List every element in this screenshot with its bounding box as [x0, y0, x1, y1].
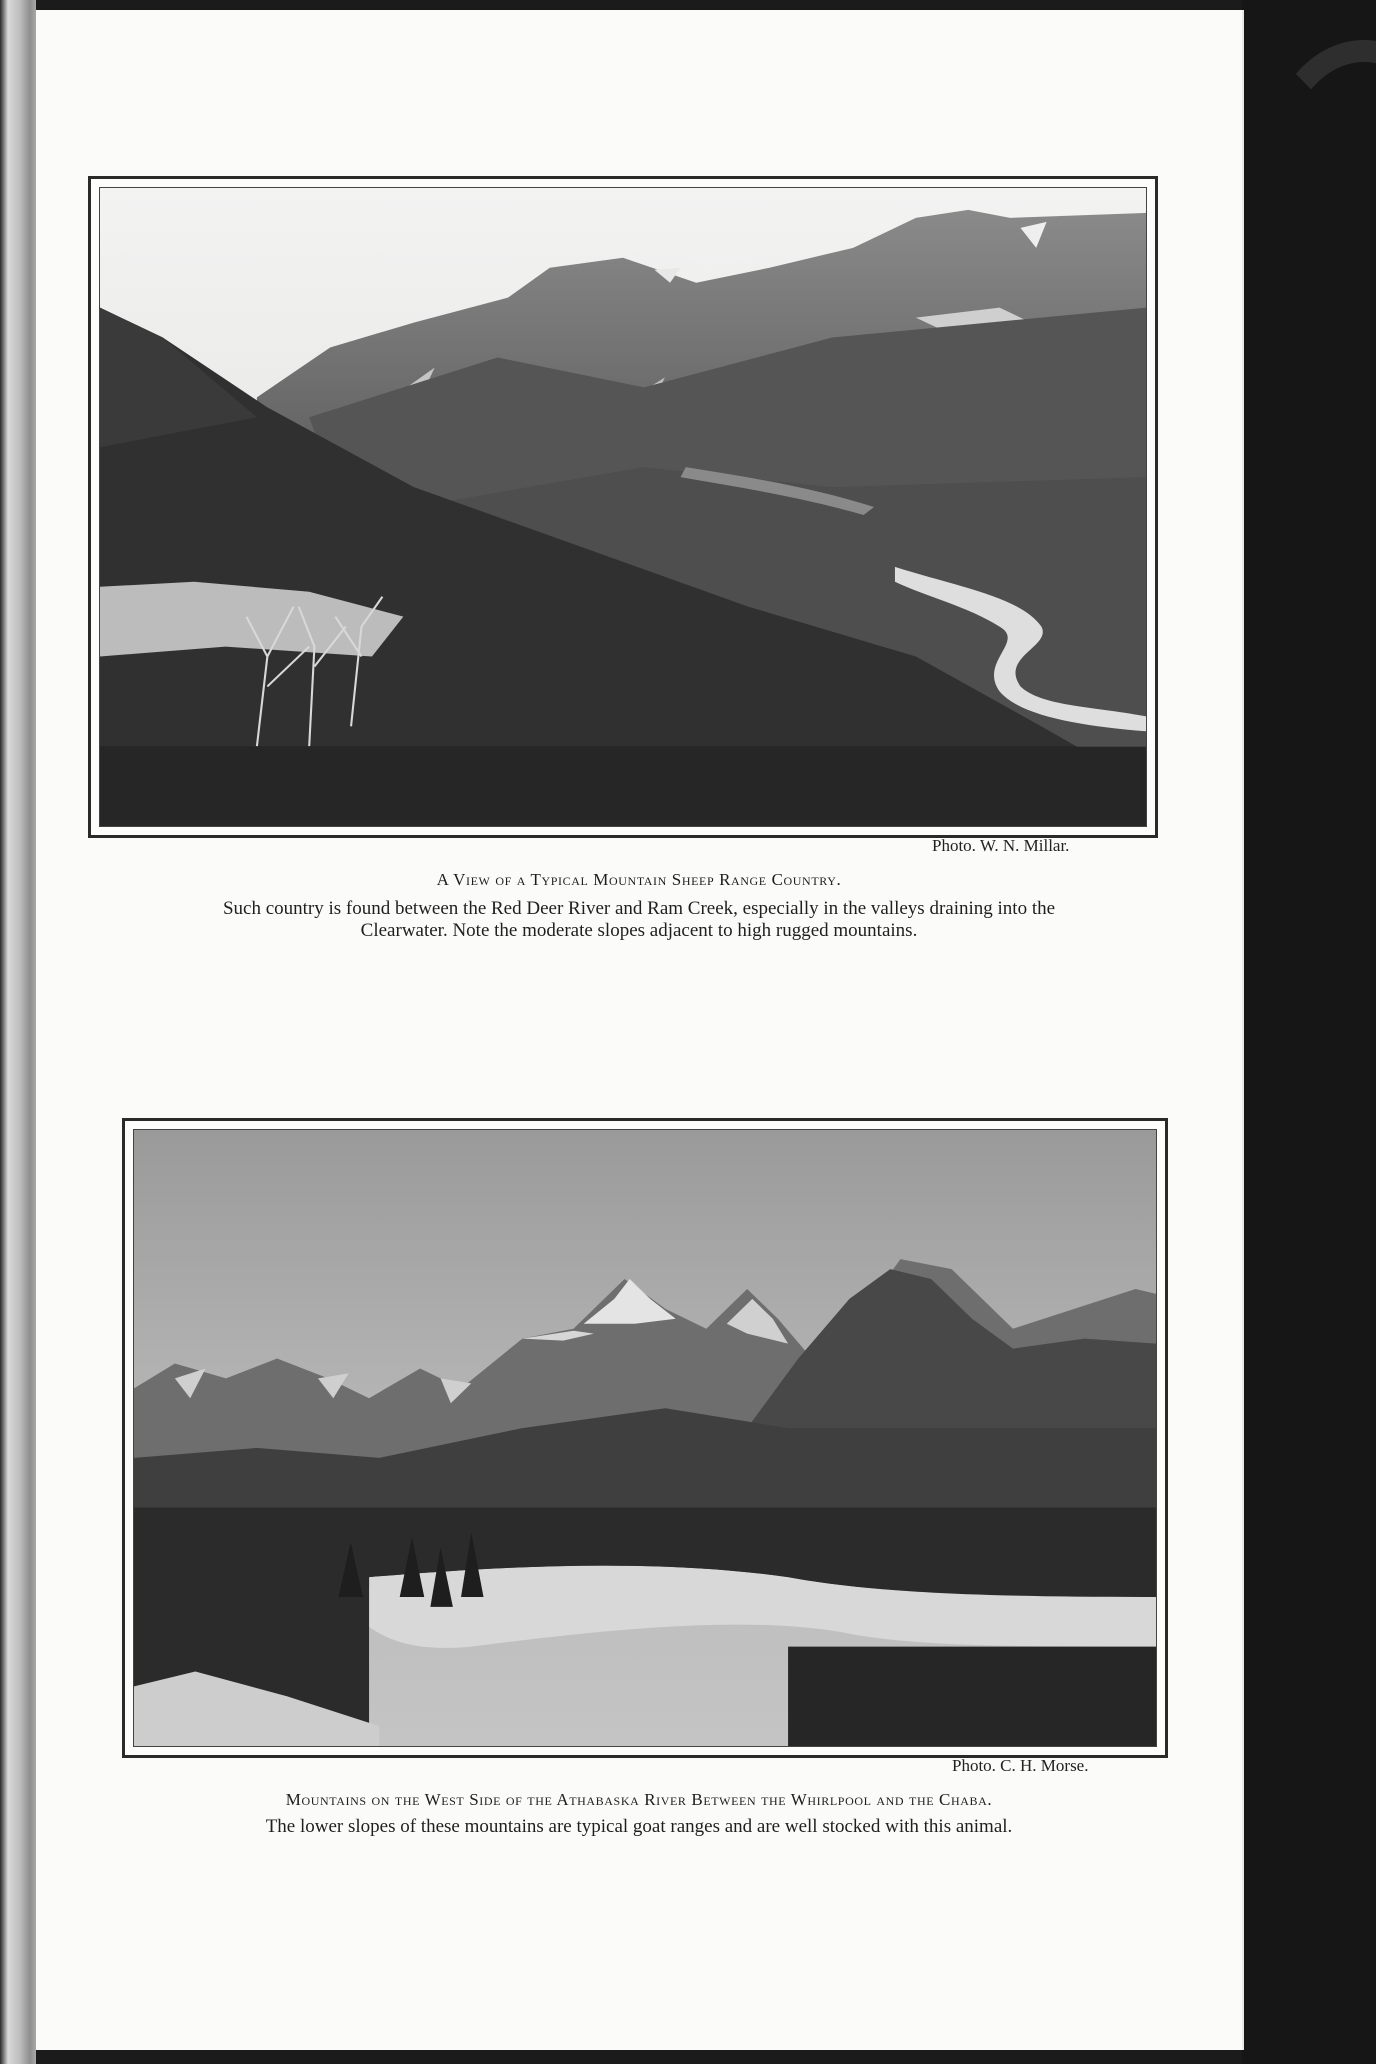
caption-1-line-1: Such country is found between the Red Deer River and Ram Creek, especially in the valleys draining into the — [222, 898, 1056, 919]
plate-caption-2 — [66, 1816, 1212, 1838]
athabaska-river-photo — [133, 1129, 1157, 1747]
caption-1-line-2: Clearwater. Note the moderate slopes adjacent to high rugged mountains. — [360, 920, 918, 941]
plate-title-2: Mountains on the West Side of the Athabaska River Between the Whirlpool and the Chaba. — [285, 1790, 993, 1809]
photo-plate-sheep-range — [88, 176, 1158, 838]
photo-plate-athabaska-mountains — [122, 1118, 1168, 1758]
caption-2-line-1: The lower slopes of these mountains are typical goat ranges and are well stocked with this animal. — [265, 1816, 1013, 1837]
mountain-valley-photo — [99, 187, 1147, 827]
scan-background — [1242, 0, 1376, 2064]
book-page — [36, 10, 1242, 2050]
plate-title-1: A View of a Typical Mountain Sheep Range Country. — [436, 870, 842, 889]
photo-credit-2: Photo. C. H. Morse. — [952, 1756, 1089, 1775]
plate-caption-1 — [66, 898, 1212, 942]
photo-credit-1: Photo. W. N. Millar. — [932, 836, 1070, 855]
scan-spine-edge — [0, 0, 36, 2064]
